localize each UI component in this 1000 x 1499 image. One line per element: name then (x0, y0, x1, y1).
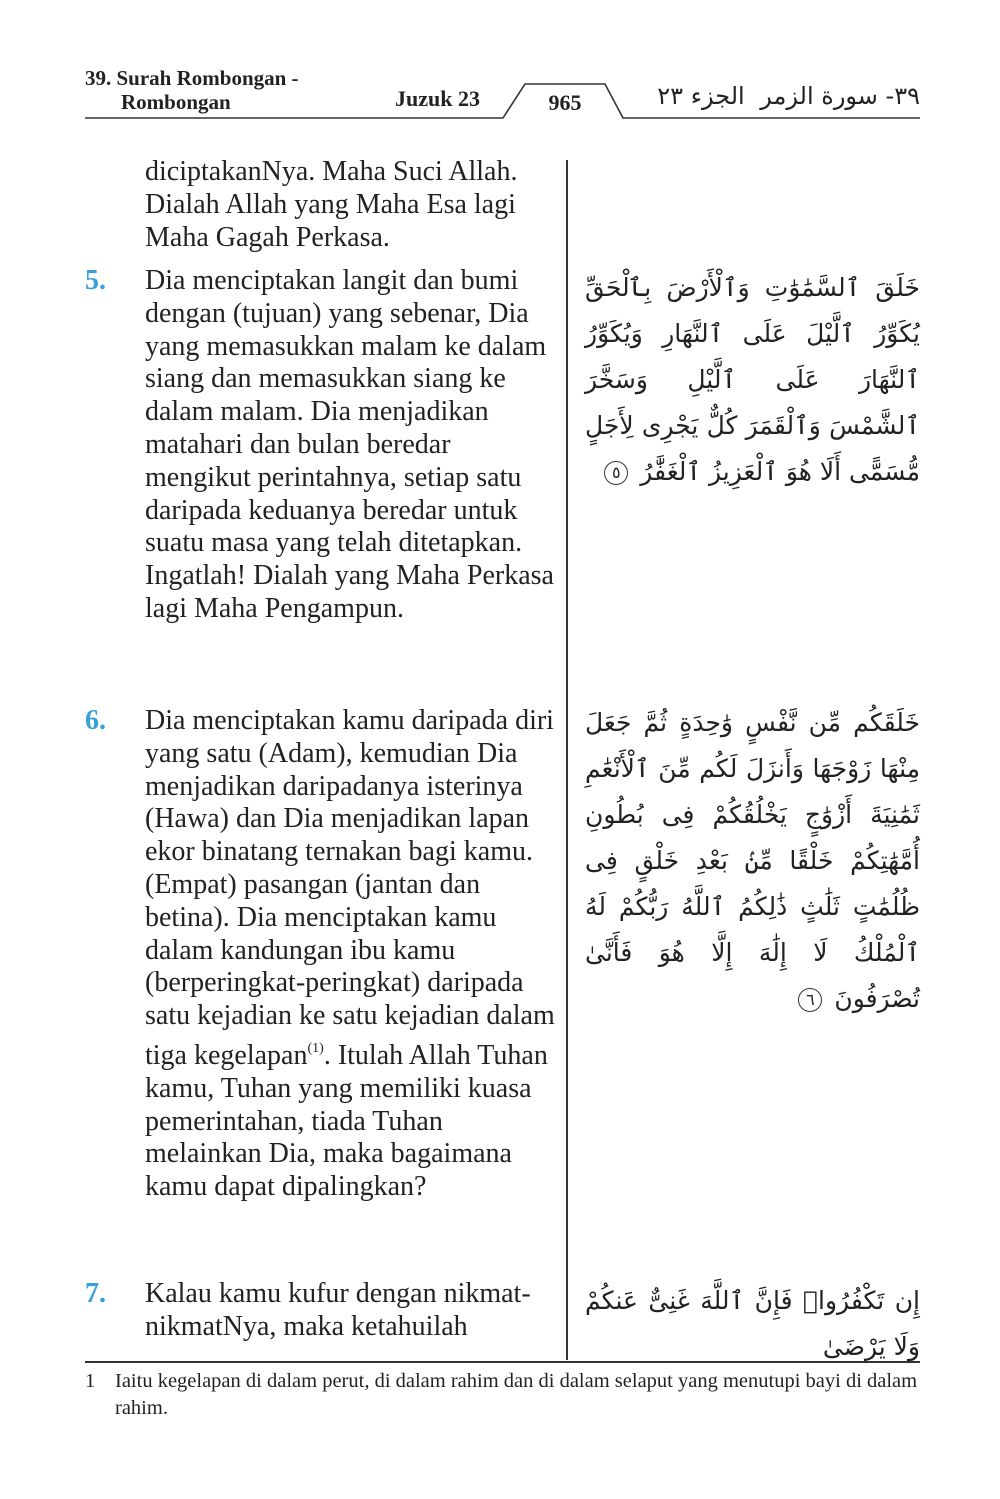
verse-5 (85, 265, 555, 626)
juzuk-label-arabic: الجزء ٢٣ (657, 82, 745, 110)
page-header (85, 60, 920, 122)
column-divider (566, 160, 568, 1360)
page-number: 965 (548, 90, 582, 115)
verse-text: diciptakanNya. Maha Suci Allah. Dialah Allah yang Maha Esa lagi Maha Gagah Perkasa. (145, 156, 518, 253)
verse-6 (85, 705, 555, 1204)
verse-number: 7. (85, 1278, 106, 1309)
ayah-number-marker: ٥ (604, 461, 628, 485)
verse-text: Kalau kamu kufur dengan nikmat-nikmatNya, maka ketahuilah (145, 1278, 531, 1342)
verse-text: Dia menciptakan langit dan bumi dengan (tujuan) yang sebenar, Dia yang memasukkan malam ke dalam siang dan memasukkan siang ke dalam malam. Dia menjadikan matahari dan bulan beredar mengikut perintahnya, setiap satu daripada keduanya beredar untuk suatu masa yang telah ditetapkan. Ingatlah! Dialah yang Maha Perkasa lagi Maha Pengampun. (145, 265, 554, 624)
arabic-verse-5 (585, 265, 920, 495)
arabic-verse-6 (585, 700, 920, 1022)
surah-title-line2: Rombongan (121, 90, 231, 114)
footnote-number: 1 (85, 1370, 96, 1392)
footnote-ref: (1) (307, 1040, 324, 1056)
verse-7 (85, 1278, 555, 1344)
verse-number: 5. (85, 265, 106, 296)
ayah-number-marker: ٦ (798, 988, 822, 1012)
arabic-verse-7 (585, 1278, 920, 1370)
arabic-text: خَلَقَ ٱلسَّمَٰوَٰتِ وَٱلْأَرْضَ بِٱلْحَقِّ يُكَوِّرُ ٱلَّيْلَ عَلَى ٱلنَّهَارِ وَيُكَوِّرُ ٱلنَّهَارَ عَلَى ٱلَّيْلِ وَسَخَّرَ ٱلشَّمْسَ وَٱلْقَمَرَ كُلٌّ يَجْرِى لِأَجَلٍ مُّسَمًّى أَلَا هُوَ ٱلْعَزِيزُ ٱلْغَفَّٰرُ (585, 273, 920, 486)
arabic-text: إِن تَكْفُرُوا۟ فَإِنَّ ٱللَّهَ غَنِىٌّ عَنكُمْ وَلَا يَرْضَىٰ (585, 1286, 920, 1361)
arabic-text: خَلَقَكُم مِّن نَّفْسٍ وَٰحِدَةٍ ثُمَّ جَعَلَ مِنْهَا زَوْجَهَا وَأَنزَلَ لَكُم مِّنَ ٱلْأَنْعَٰمِ ثَمَٰنِيَةَ أَزْوَٰجٍ يَخْلُقُكُمْ فِى بُطُونِ أُمَّهَٰتِكُمْ خَلْقًا مِّنۢ بَعْدِ خَلْقٍ فِى ظُلُمَٰتٍ ثَلَٰثٍ ذَٰلِكُمُ ٱللَّهُ رَبُّكُمْ لَهُ ٱلْمُلْكُ لَا إِلَٰهَ إِلَّا هُوَ فَأَنَّىٰ تُصْرَفُونَ (585, 708, 920, 1013)
footnote-divider (85, 1361, 920, 1363)
footnote-text: Iaitu kegelapan di dalam perut, di dalam rahim dan di dalam selaput yang menutupi bayi di dalam rahim. (115, 1370, 918, 1419)
verse-number: 6. (85, 705, 106, 736)
footnote (85, 1368, 925, 1422)
juzuk-label-latin: Juzuk 23 (395, 86, 480, 111)
surah-title-latin (85, 66, 299, 114)
surah-title-line1: 39. Surah Rombongan - (85, 66, 299, 90)
verse-continuation (85, 156, 555, 254)
surah-title-arabic: ٣٩- سورة الزمر (760, 82, 920, 110)
verse-text: Dia menciptakan kamu daripada diri yang satu (Adam), kemudian Dia menjadikan daripadanya isterinya (Hawa) dan Dia menjadikan lapan ekor binatang ternakan bagi kamu. (Empat) pasangan (jantan dan betina). Dia menciptakan kamu dalam kandungan ibu kamu (berperingkat-peringkat) daripada satu kejadian ke satu kejadian dalam tiga kegelapan$^{(1)}$. Itulah Allah Tuhan kamu, Tuhan yang memiliki kuasa pemerintahan, tiada Tuhan melainkan Dia, maka bagaimana kamu dapat dipalingkan? (145, 705, 555, 1203)
